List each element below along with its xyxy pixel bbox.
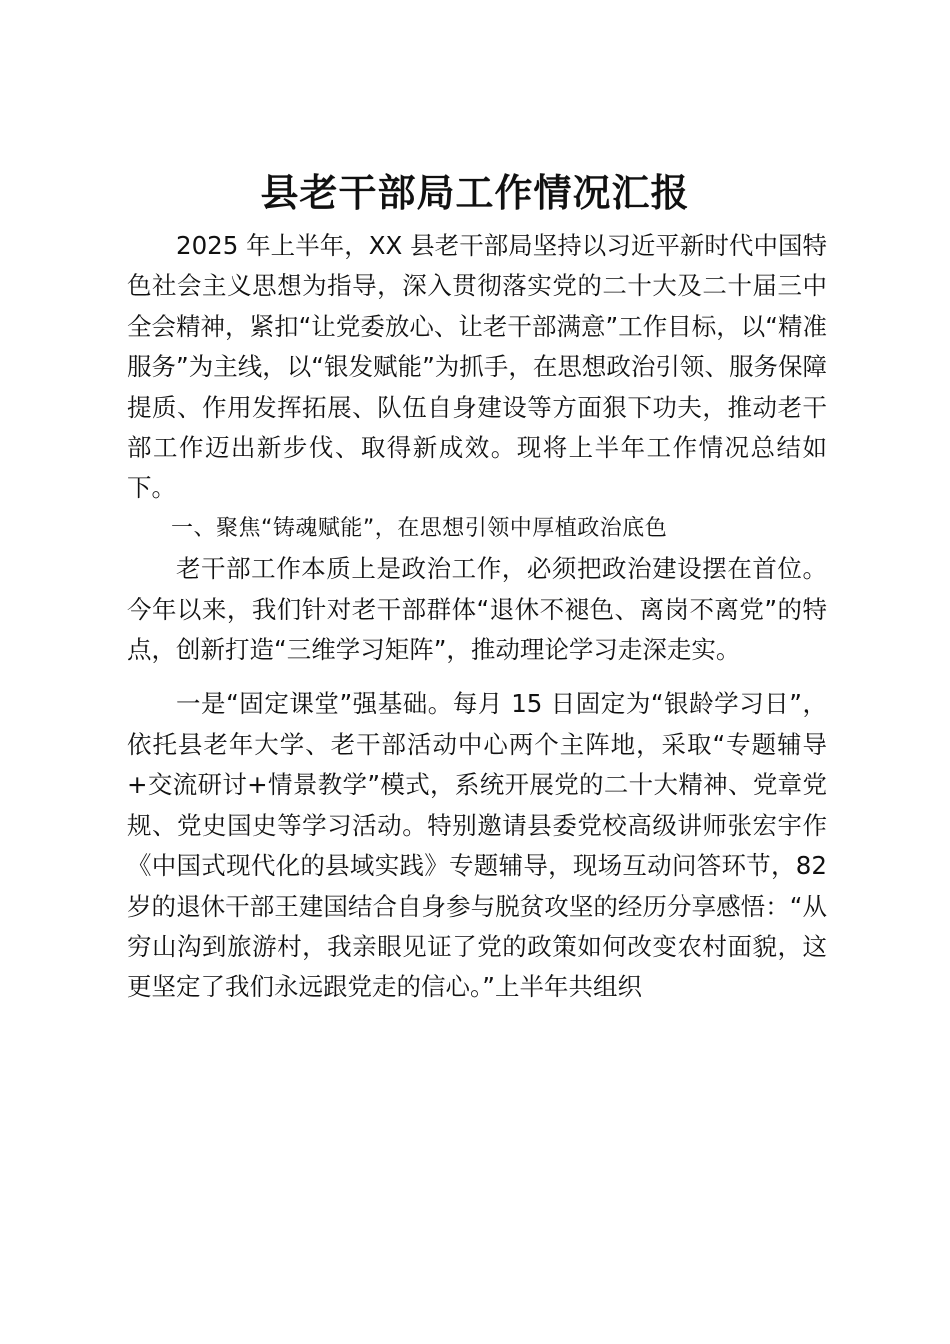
paragraph-intro: 2025 年上半年，XX 县老干部局坚持以习近平新时代中国特色社会主义思想为指导，深入贯彻落实党的二十大及二十届三中全会精神，紧扣“让党委放心、让老干部满意”工作目标，以“精准服务”为主线，以“银发赋能”为抓手，在思想政治引领、服务保障提质、作用发挥拓展、队伍自身建设等方面狠下功夫，推动老干部工作迈出新步伐、取得新成效。现将上半年工作情况总结如下。 xyxy=(127,231,827,503)
section-heading: 一、聚焦“铸魂赋能”，在思想引领中厚植政治底色 xyxy=(171,515,668,541)
paragraph-section-intro: 老干部工作本质上是政治工作，必须把政治建设摆在首位。今年以来，我们针对老干部群体“退休不褪色、离岗不离党”的特点，创新打造“三维学习矩阵”，推动理论学习走深走实。 xyxy=(127,554,827,665)
paragraph-point-one: 一是“固定课堂”强基础。每月 15 日固定为“银龄学习日”，依托县老年大学、老干部活动中心两个主阵地，采取“专题辅导+交流研讨+情景教学”模式，系统开展党的二十大精神、党章党规、党史国史等学习活动。特别邀请县委党校高级讲师张宏宇作《中国式现代化的县域实践》专题辅导，现场互动问答环节，82 岁的退休干部王建国结合自身参与脱贫攻坚的经历分享感悟：“从穷山沟到旅游村，我亲眼见证了党的政策如何改变农村面貌，这更坚定了我们永远跟党走的信心。”上半年共组织 xyxy=(127,689,827,1002)
document-body xyxy=(127,226,827,1008)
document-title: 县老干部局工作情况汇报 xyxy=(260,170,690,215)
